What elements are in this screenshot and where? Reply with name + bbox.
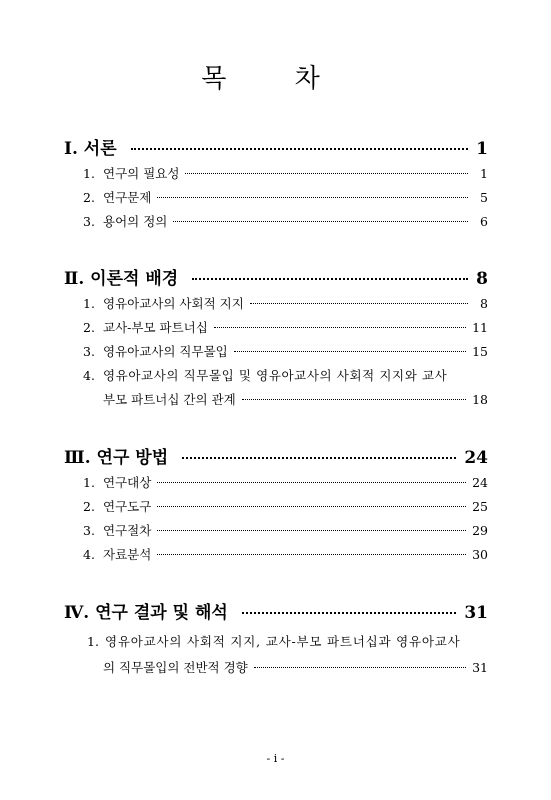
item-label-continued: 부모 파트너십 간의 관계 (103, 392, 236, 407)
item-page: 8 (480, 296, 488, 311)
dot-leader (182, 457, 456, 459)
item-label: 교사-부모 파트너십 (103, 320, 208, 335)
dot-leader (157, 554, 466, 555)
toc-item[interactable] (83, 342, 488, 360)
dot-leader (214, 327, 466, 328)
item-label: 연구문제 (103, 190, 152, 205)
item-page: 29 (472, 523, 488, 538)
toc-section-2[interactable] (64, 264, 488, 289)
item-page: 18 (472, 392, 488, 407)
item-number: 4. (83, 547, 95, 562)
item-label: 영유아교사의 사회적 지지, 교사-부모 파트너십과 영유아교사 (105, 634, 461, 649)
page-title: 목 차 (201, 64, 350, 94)
item-page: 15 (472, 344, 488, 359)
toc-item[interactable] (83, 521, 488, 539)
section-page: 31 (464, 603, 488, 623)
item-label: 영유아교사의 직무몰입 및 영유아교사의 사회적 지지와 교사 (103, 368, 448, 383)
item-page: 25 (472, 499, 488, 514)
toc-item[interactable] (83, 294, 488, 312)
item-label: 자료분석 (103, 547, 152, 562)
section-label: Ⅳ. 연구 결과 및 해석 (64, 603, 228, 623)
item-number: 3. (83, 214, 95, 229)
dot-leader (185, 173, 468, 174)
toc-item[interactable] (83, 212, 488, 230)
toc-item[interactable] (83, 473, 488, 491)
item-page: 11 (472, 320, 488, 335)
item-label: 영유아교사의 사회적 지지 (103, 296, 244, 311)
dot-leader (242, 612, 456, 614)
item-page: 6 (480, 214, 488, 229)
dot-leader (157, 530, 466, 531)
dot-leader (157, 482, 466, 483)
dot-leader (157, 506, 466, 507)
item-number: 1. (87, 634, 99, 649)
page-number-footer: - i - (266, 752, 285, 765)
item-number: 2. (83, 320, 95, 335)
dot-leader (131, 148, 469, 150)
dot-leader (173, 221, 468, 222)
section-page: 24 (464, 448, 488, 468)
item-number: 2. (83, 190, 95, 205)
item-label: 영유아교사의 직무몰입 (103, 344, 228, 359)
section-label: Ⅱ. 이론적 배경 (64, 269, 179, 289)
item-page: 1 (480, 166, 488, 181)
item-label-continued: 의 직무몰입의 전반적 경향 (103, 660, 248, 675)
toc-item-multiline[interactable] (87, 632, 461, 650)
item-number: 1. (83, 166, 95, 181)
item-number: 4. (83, 368, 95, 383)
section-page: 8 (476, 269, 488, 289)
toc-item[interactable] (83, 164, 488, 182)
dot-leader (234, 351, 466, 352)
dot-leader (254, 667, 466, 668)
item-label: 연구대상 (103, 475, 152, 490)
section-label: Ⅰ. 서론 (64, 139, 117, 159)
toc-section-3[interactable] (64, 443, 488, 468)
dot-leader (157, 197, 468, 198)
item-number: 1. (83, 296, 95, 311)
item-label: 연구도구 (103, 499, 152, 514)
toc-item[interactable] (83, 497, 488, 515)
toc-item[interactable] (83, 318, 488, 336)
item-label: 연구의 필요성 (103, 166, 180, 181)
toc-section-1[interactable] (64, 134, 488, 159)
item-label: 연구절차 (103, 523, 152, 538)
toc-item[interactable] (83, 188, 488, 206)
item-page: 24 (472, 475, 488, 490)
toc-section-4[interactable] (64, 598, 488, 623)
section-page: 1 (476, 139, 488, 159)
item-page: 31 (472, 660, 488, 675)
toc-item-continuation[interactable] (103, 390, 488, 408)
toc-item-continuation[interactable] (103, 658, 488, 676)
item-number: 2. (83, 499, 95, 514)
toc-item-multiline[interactable] (83, 366, 447, 384)
dot-leader (250, 303, 468, 304)
item-number: 3. (83, 523, 95, 538)
dot-leader (242, 399, 466, 400)
toc-item[interactable] (83, 545, 488, 563)
item-page: 5 (480, 190, 488, 205)
section-label: Ⅲ. 연구 방법 (64, 448, 169, 468)
item-page: 30 (472, 547, 488, 562)
item-label: 용어의 정의 (103, 214, 168, 229)
dot-leader (192, 278, 468, 280)
item-number: 1. (83, 475, 95, 490)
item-number: 3. (83, 344, 95, 359)
